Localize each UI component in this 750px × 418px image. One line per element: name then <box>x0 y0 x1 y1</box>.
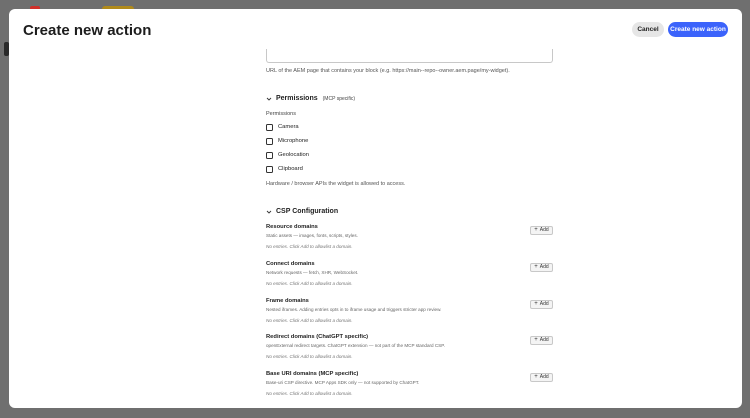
microphone-checkbox[interactable] <box>266 138 273 145</box>
url-input[interactable] <box>266 49 553 63</box>
permissions-section-tag: (MCP specific) <box>322 96 356 102</box>
add-base-uri-domain-button[interactable] <box>530 373 553 382</box>
domain-description: Static assets — images, fonts, scripts, styles. <box>266 233 358 238</box>
plus-icon: + <box>534 337 538 343</box>
add-label: Add <box>539 227 549 233</box>
create-action-button[interactable]: Create new action <box>668 22 728 37</box>
domain-title: Connect domains <box>266 261 315 267</box>
add-label: Add <box>539 374 549 380</box>
domain-title: Redirect domains (ChatGPT specific) <box>266 334 369 340</box>
geolocation-checkbox[interactable] <box>266 152 273 159</box>
domain-description: Base-uri CSP directive. MCP Apps SDK only — not supported by ChatGPT. <box>266 380 420 385</box>
domain-description: openExternal redirect targets. ChatGPT extension — not part of the MCP standard CSP. <box>266 343 445 348</box>
plus-icon: + <box>534 264 538 270</box>
chevron-down-icon <box>266 96 272 102</box>
camera-label: Camera <box>278 124 299 130</box>
add-label: Add <box>539 337 549 343</box>
add-redirect-domain-button[interactable] <box>530 336 553 345</box>
add-label: Add <box>539 301 549 307</box>
domain-title: Resource domains <box>266 224 318 230</box>
chevron-down-icon <box>266 209 272 215</box>
connect-domains <box>266 261 556 291</box>
domain-empty-state: No entries. Click Add to allowlist a domain. <box>266 281 353 286</box>
permissions-label: Permissions <box>266 111 296 117</box>
plus-icon: + <box>534 227 538 233</box>
domain-title: Frame domains <box>266 298 309 304</box>
permissions-hint: Hardware / browser APIs the widget is allowed to access. <box>266 181 406 187</box>
add-resource-domain-button[interactable] <box>530 226 553 235</box>
cancel-button[interactable]: Cancel <box>632 22 664 37</box>
base-uri-domains <box>266 371 556 401</box>
add-frame-domain-button[interactable] <box>530 300 553 309</box>
dialog-title: Create new action <box>23 22 152 39</box>
add-connect-domain-button[interactable] <box>530 263 553 272</box>
microphone-label: Microphone <box>278 138 309 144</box>
geolocation-label: Geolocation <box>278 152 309 158</box>
url-hint: URL of the AEM page that contains your block (e.g. https://main--repo--owner.aem.page/my-widget). <box>266 68 510 74</box>
redirect-domains <box>266 334 556 364</box>
add-label: Add <box>539 264 549 270</box>
frame-domains <box>266 298 556 328</box>
domain-empty-state: No entries. Click Add to allowlist a domain. <box>266 391 353 396</box>
clipboard-label: Clipboard <box>278 166 303 172</box>
permissions-section-title: Permissions (MCP specific) <box>276 95 356 102</box>
domain-description: Nested iframes. Adding entries opts in to iframe usage and triggers stricter app review. <box>266 307 442 312</box>
domain-empty-state: No entries. Click Add to allowlist a domain. <box>266 318 353 323</box>
domain-title: Base URI domains (MCP specific) <box>266 371 359 377</box>
clipboard-checkbox[interactable] <box>266 166 273 173</box>
domain-empty-state: No entries. Click Add to allowlist a domain. <box>266 244 353 249</box>
dialog-header <box>9 9 742 49</box>
resource-domains <box>266 224 556 254</box>
camera-checkbox[interactable] <box>266 124 273 131</box>
plus-icon: + <box>534 374 538 380</box>
plus-icon: + <box>534 301 538 307</box>
create-action-dialog <box>9 9 742 408</box>
csp-section-title: CSP Configuration <box>276 208 339 215</box>
domain-empty-state: No entries. Click Add to allowlist a domain. <box>266 354 353 359</box>
domain-description: Network requests — fetch, XHR, WebSocket. <box>266 270 359 275</box>
